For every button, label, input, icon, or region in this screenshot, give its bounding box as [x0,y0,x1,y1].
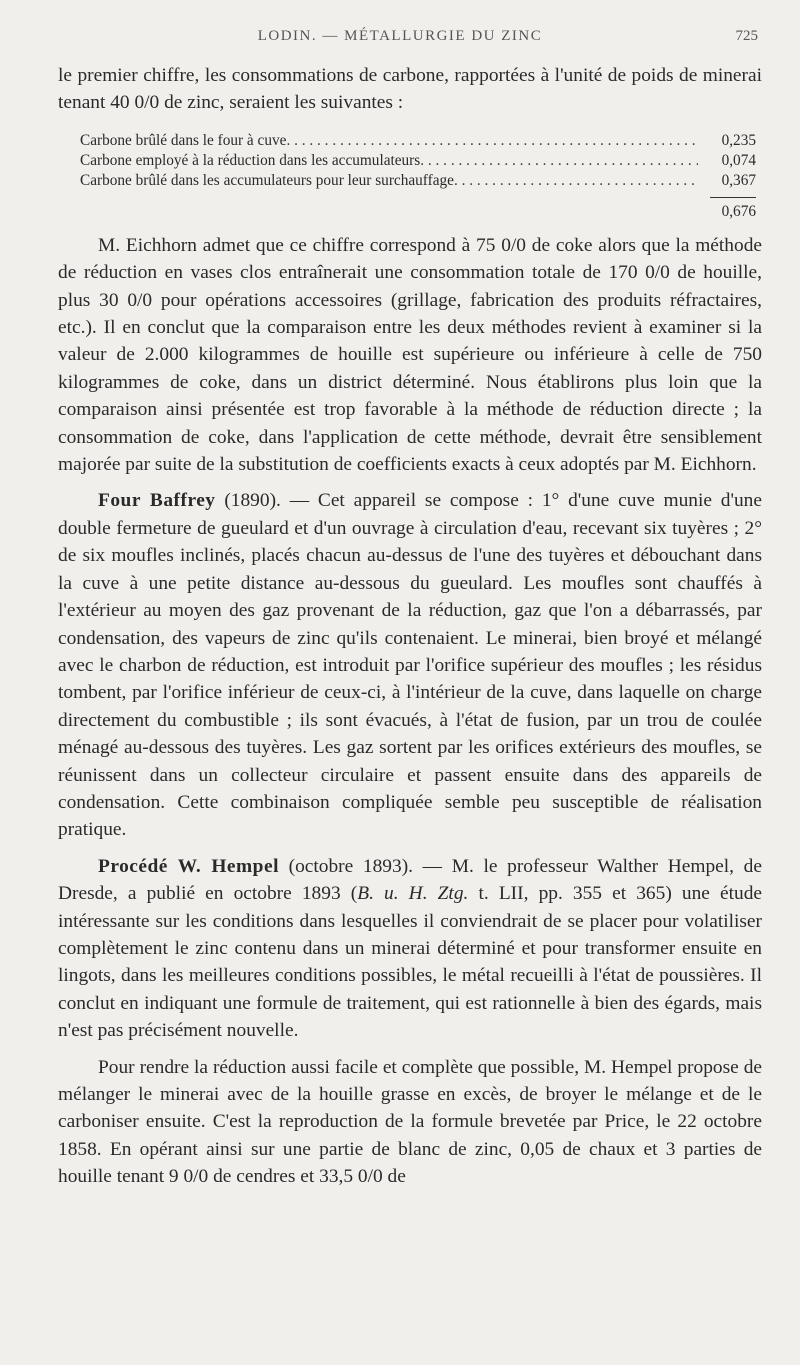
dot-leader [420,151,698,171]
dot-leader [286,131,698,151]
intro-paragraph: le premier chiffre, les consommations de carbone, rapportées à l'unité de poids de minerai tenant 40 0/0 de zinc, seraient les suivantes : [58,65,762,114]
row-label: Carbone employé à la réduction dans les accumulateurs [80,151,421,169]
hempel-paragraph [58,853,762,1045]
row-label: Carbone brûlé dans les accumulateurs pour leur surchauffage [80,171,454,189]
row-value: 0,074 [721,151,756,169]
row-label: Carbone brûlé dans le four à cuve [80,131,287,149]
page-number: 725 [735,28,758,44]
baffrey-text: (1890). — Cet appareil se compose : 1° d'une cuve munie d'une double fermeture de gueulard et d'un ouvrage à circulation d'eau, recevant six tuyères ; 2° de six moufles inclinés, placés chacun au-dessus de l'une des tuyères et débouchant dans la cuve à une petite distance au-dessous du gueulard. Les moufles sont chauffés à l'extérieur au moyen des gaz provenant de la réduction, gaz que l'on a débarrassés, par condensation, des vapeurs de zinc qu'ils contenaient. Le minerai, bien broyé et mélangé avec le charbon de réduction, est introduit par l'orifice supérieur des moufles ; les résidus tombent, par l'orifice inférieur de ceux-ci, à l'intérieur de la cuve, dans laquelle on charge directement du combustible ; ils sont évacués, à l'état de fusion, par un trou de coulée ménagé au-dessous des tuyères. Les gaz sortent par les orifices extérieurs des moufles, se réunissent dans un collecteur circulaire et passent ensuite dans des appareils de condensation. Cette combinaison compliquée semble peu susceptible de réalisation pratique. [58,490,762,841]
row-value: 0,367 [721,171,756,189]
dot-leader [454,171,698,191]
baffrey-heading: Four Baffrey [98,490,216,512]
carbon-consumption-table [80,131,756,222]
table-row [80,151,756,171]
table-row [80,171,756,191]
hempel-text-after: t. LII, pp. 355 et 365) une étude intéressante sur les conditions dans lesquelles il conviendrait de se placer pour volatiliser complètement le zinc contenu dans un minerai déterminé et pour transformer ensuite en lingots, dans les meilleures conditions possibles, le métal recueilli à l'état de poussières. Il conclut en indiquant une formule de traitement, qui est rationnelle à bien des égards, mais n'est pas précisément nouvelle. [58,883,762,1042]
page-body [58,62,762,1191]
running-title: LODIN. — MÉTALLURGIE DU ZINC [257,28,543,44]
sum-rule [710,197,756,198]
running-header [0,28,800,52]
table-row [80,131,756,151]
reduction-paragraph: Pour rendre la réduction aussi facile et complète que possible, M. Hempel propose de mélanger le minerai avec de la houille grasse en excès, de broyer le mélange et de le carboniser ensuite. C'est la reproduction de la formule brevetée par Price, le 22 octobre 1858. En opérant ainsi sur une partie de blanc de zinc, 0,05 de chaux et 3 parties de houille tenant 9 0/0 de cendres et 33,5 0/0 de [58,1056,762,1188]
hempel-text-before: (octobre 1893). — M. le professeur Walther Hempel, de Dresde, a publié en octobre 1893 ( [58,855,762,905]
baffrey-paragraph [58,487,762,843]
hempel-heading: Procédé W. Hempel [98,855,279,877]
eichhorn-paragraph: M. Eichhorn admet que ce chiffre correspond à 75 0/0 de coke alors que la méthode de réduction en vases clos entraînerait une consommation totale de 170 0/0 de houille, plus 30 0/0 pour opérations accessoires (grillage, fabrication des produits réfractaires, etc.). Il en conclut que la comparaison entre les deux méthodes revient à examiner si la valeur de 2.000 kilogrammes de houille est supérieure ou inférieure à celle de 750 kilogrammes de coke, dans un district déterminé. Nous établirons plus loin que la comparaison ainsi présentée est trop favorable à la méthode de réduction directe ; la consommation de coke, dans l'application de cette méthode, devrait être sensiblement majorée par suite de la substitution de coefficients exacts à ceux adoptés par M. Eichhorn. [58,234,762,476]
row-value: 0,235 [721,131,756,149]
hempel-citation: B. u. H. Ztg. [357,883,469,905]
table-total: 0,676 [721,202,756,220]
